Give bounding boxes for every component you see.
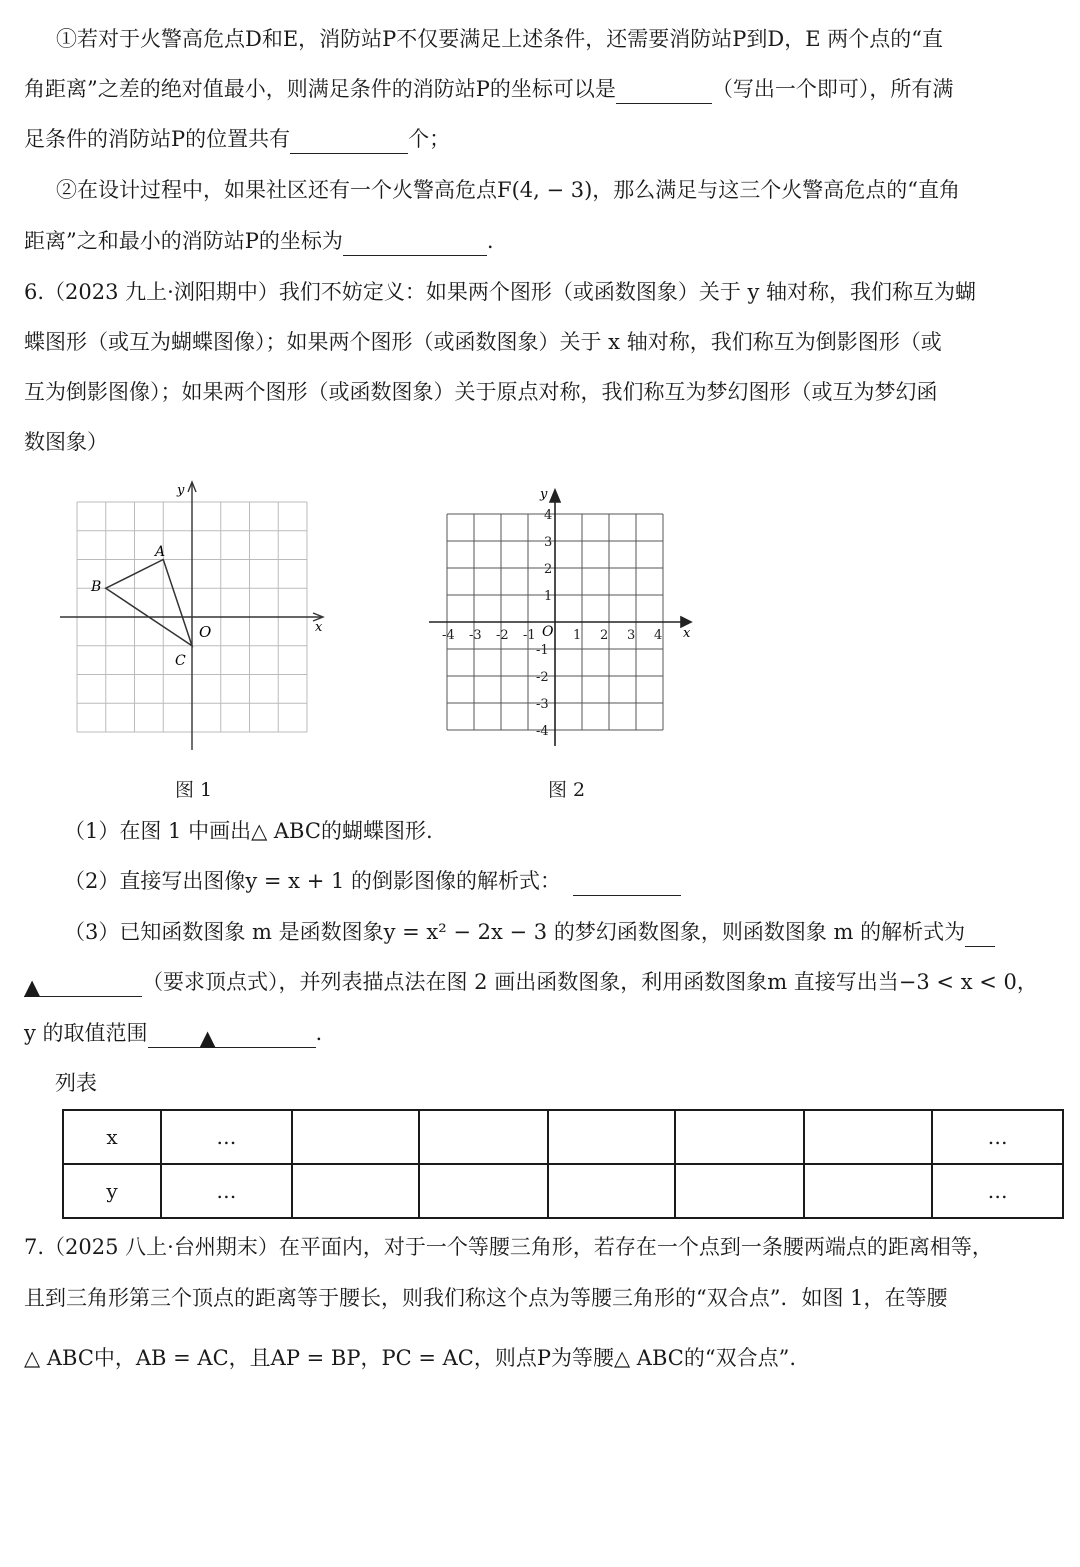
q5-part1-line3	[24, 124, 450, 154]
label-y-axis: y	[540, 487, 548, 502]
fig2-axes	[429, 490, 691, 746]
q6-sub3-line3	[24, 1018, 322, 1048]
x-tick: 1	[573, 628, 582, 643]
label-x-axis: x	[683, 626, 691, 641]
figure-1-caption: 图 1	[175, 779, 213, 801]
q6-line1: 6.（2023 九上·浏阳期中）我们不妨定义：如果两个图形（或函数图象）关于 y 轴对称，我们称互为蝴	[24, 280, 977, 304]
x-tick: 2	[600, 628, 609, 643]
x-tick: -3	[469, 628, 482, 643]
table-cell[interactable]	[675, 1164, 804, 1218]
table-cell[interactable]	[419, 1164, 548, 1218]
y-tick: -1	[536, 643, 549, 658]
label-b: B	[91, 579, 102, 595]
q7-line3: △ ABC中，AB = AC，且AP = BP，PC = AC，则点P为等腰△ ABC的“双合点”.	[24, 1346, 796, 1370]
q6-line2: 蝶图形（或互为蝴蝶图像）；如果两个图形（或函数图象）关于 x 轴对称，我们称互为倒影图形（或	[24, 330, 942, 354]
table-row-y	[63, 1164, 1063, 1218]
q6-line4: 数图象）	[24, 430, 108, 454]
table-cell: …	[161, 1110, 292, 1164]
fig1-axes	[60, 482, 323, 750]
figure-1	[55, 478, 345, 758]
answer-blank[interactable]	[290, 129, 408, 154]
table-row-x	[63, 1110, 1063, 1164]
label-y-axis: y	[177, 483, 185, 498]
table-cell[interactable]	[675, 1110, 804, 1164]
q6-line3: 互为倒影图像）；如果两个图形（或函数图象）关于原点对称，我们称互为梦幻图形（或互为梦幻函	[24, 380, 938, 404]
q5-part1-line2-text: 角距离”之差的绝对值最小，则满足条件的消防站P的坐标可以是	[24, 77, 616, 101]
x-tick: -2	[496, 628, 509, 643]
q5-part2-line2-tail: .	[486, 229, 494, 253]
table-cell[interactable]	[804, 1110, 933, 1164]
q6-sub3-line2-text: （要求顶点式），并列表描点法在图 2 画出函数图象，利用函数图象m 直接写出当−3 < x < 0，	[142, 970, 1038, 994]
table-cell: x	[63, 1110, 161, 1164]
q6-sub3-line2	[24, 967, 1038, 997]
label-c: C	[175, 653, 186, 669]
label-origin: O	[542, 624, 554, 640]
figure-2-caption: 图 2	[548, 779, 586, 801]
table-cell[interactable]	[419, 1110, 548, 1164]
answer-blank[interactable]	[616, 79, 712, 104]
q6-sub3-line3-text: y 的取值范围	[24, 1021, 148, 1045]
x-tick: 3	[627, 628, 636, 643]
table-cell[interactable]	[548, 1110, 676, 1164]
y-tick: 2	[544, 562, 553, 577]
triangle-marker-icon: ▲	[199, 1026, 216, 1050]
table-cell: …	[161, 1164, 292, 1218]
label-x-axis: x	[315, 620, 323, 635]
answer-blank-vertex-form[interactable]	[24, 972, 142, 997]
q7-line2: 且到三角形第三个顶点的距离等于腰长，则我们称这个点为等腰三角形的“双合点”．如图 1，在等腰	[24, 1286, 948, 1310]
table-cell[interactable]	[292, 1110, 420, 1164]
y-tick: 1	[544, 589, 553, 604]
table-cell[interactable]	[292, 1164, 420, 1218]
triangle-marker-icon: ▲	[24, 975, 41, 999]
table-cell: …	[932, 1164, 1063, 1218]
y-tick: -3	[536, 697, 549, 712]
q6-sub2-text: （2）直接写出图像y = x + 1 的倒影图像的解析式：	[64, 869, 561, 893]
y-tick: -2	[536, 670, 549, 685]
label-origin: O	[199, 623, 212, 641]
table-cell: y	[63, 1164, 161, 1218]
y-tick: 4	[544, 508, 553, 523]
q5-part1-line1: ①若对于火警高危点D和E，消防站P不仅要满足上述条件，还需要消防站P到D，E 两个点的“直	[56, 27, 944, 51]
answer-blank[interactable]	[573, 871, 681, 896]
triangle-abc	[106, 560, 192, 646]
q6-sub3-line3-tail: .	[315, 1021, 323, 1045]
table-title: 列表	[55, 1071, 97, 1095]
answer-blank[interactable]	[965, 922, 995, 947]
x-tick: -4	[442, 628, 455, 643]
figure-2	[425, 484, 697, 754]
q5-part1-line3-text: 足条件的消防站P的位置共有	[24, 127, 291, 151]
label-a: A	[155, 544, 166, 560]
answer-blank-range[interactable]	[148, 1023, 316, 1048]
q6-sub2	[64, 866, 681, 896]
x-tick: 4	[654, 628, 663, 643]
table-cell[interactable]	[804, 1164, 933, 1218]
y-tick: 3	[544, 535, 553, 550]
q6-sub3-line1-text: （3）已知函数图象 m 是函数图象y = x² − 2x − 3 的梦幻函数图象，则函数图象 m 的解析式为	[64, 920, 966, 944]
q5-part2-line2-text: 距离”之和最小的消防站P的坐标为	[24, 229, 343, 253]
q5-part1-line2	[24, 74, 953, 104]
value-table	[62, 1109, 1064, 1219]
y-tick: -4	[536, 724, 549, 739]
q5-part1-line2-tail: （写出一个即可），所有满	[711, 77, 954, 101]
x-tick: -1	[523, 628, 536, 643]
answer-blank[interactable]	[343, 231, 487, 256]
table-cell[interactable]	[548, 1164, 676, 1218]
q7-line1: 7.（2025 八上·台州期末）在平面内，对于一个等腰三角形，若存在一个点到一条腰两端点的距离相等，	[24, 1235, 993, 1259]
q5-part2-line2	[24, 226, 494, 256]
q5-part2-line1: ②在设计过程中，如果社区还有一个火警高危点F(4, − 3)，那么满足与这三个火警高危点的“直角	[56, 178, 961, 202]
q5-part1-line3-tail: 个；	[408, 127, 451, 151]
q6-sub3-line1	[64, 917, 995, 947]
q6-sub1: （1）在图 1 中画出△ ABC的蝴蝶图形.	[64, 819, 433, 843]
table-cell: …	[932, 1110, 1063, 1164]
